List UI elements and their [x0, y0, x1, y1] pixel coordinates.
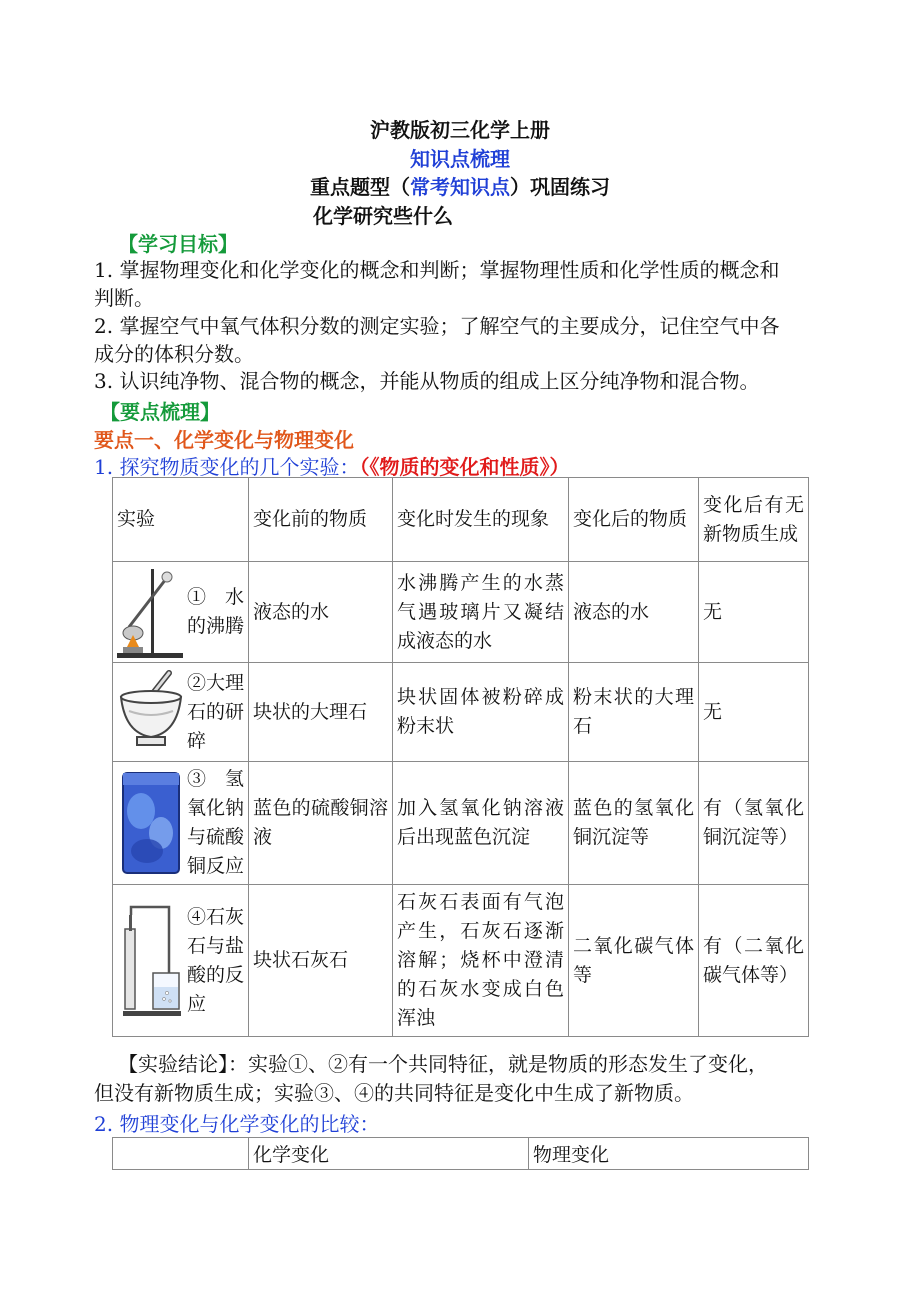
- experiment-label: ① 水的沸腾: [187, 586, 245, 637]
- goal-line-2: 判断。: [94, 286, 154, 310]
- table-row: [113, 885, 809, 1037]
- experiment-cell: [113, 663, 249, 762]
- point1-heading: 要点一、化学变化与物理变化: [94, 428, 354, 452]
- table-header-row: [113, 478, 809, 562]
- blue-test-tube-icon: [117, 771, 185, 875]
- chapter-title: 化学研究些什么: [313, 204, 453, 228]
- practice-suffix: ）巩固练习: [510, 175, 610, 199]
- experiments-reference: （《物质的变化和性质》）: [359, 455, 570, 479]
- new-substance-cell: 无: [699, 663, 809, 762]
- experiment-table: [112, 477, 809, 1037]
- before-cell: 蓝色的硫酸铜溶液: [249, 762, 393, 885]
- phenomenon-cell: 块状固体被粉碎成粉末状: [393, 663, 569, 762]
- goals-heading: 【学习目标】: [118, 232, 238, 256]
- table-row: [113, 762, 809, 885]
- header-cell: 变化后有无新物质生成: [699, 478, 809, 562]
- table-row: [113, 663, 809, 762]
- goal-line-1: 1. 掌握物理变化和化学变化的概念和判断；掌握物理性质和化学性质的概念和: [94, 258, 780, 282]
- points-heading: 【要点梳理】: [100, 400, 220, 424]
- before-cell: 液态的水: [249, 562, 393, 663]
- table-row: [113, 562, 809, 663]
- phenomenon-cell: 加入氢氧化钠溶液后出现蓝色沉淀: [393, 762, 569, 885]
- mortar-and-pestle-icon: [117, 667, 185, 757]
- comparison-header-row: [113, 1138, 809, 1170]
- experiment-cell: [113, 885, 249, 1037]
- after-cell: 液态的水: [569, 562, 699, 663]
- practice-prefix: 重点题型（: [310, 175, 410, 199]
- goal-line-5: 3. 认识纯净物、混合物的概念，并能从物质的组成上区分纯净物和混合物。: [94, 369, 760, 393]
- conclusion-line-2: 但没有新物质生成；实验③、④的共同特征是变化中生成了新物质。: [94, 1081, 694, 1105]
- after-cell: 粉末状的大理石: [569, 663, 699, 762]
- experiment-label: ③ 氢氧化钠与硫酸铜反应: [187, 768, 245, 877]
- practice-highlight: 常考知识点: [410, 175, 510, 199]
- new-substance-cell: 有（二氧化碳气体等）: [699, 885, 809, 1037]
- header-cell: 变化前的物质: [249, 478, 393, 562]
- experiment-label: ②大理石的研碎: [187, 671, 245, 752]
- comparison-table: [112, 1137, 809, 1170]
- after-cell: 二氧化碳气体等: [569, 885, 699, 1037]
- practice-heading: [0, 171, 920, 200]
- after-cell: 蓝色的氢氧化铜沉淀等: [569, 762, 699, 885]
- phenomenon-cell: 水沸腾产生的水蒸气遇玻璃片又凝结成液态的水: [393, 562, 569, 663]
- comparison-heading: 2. 物理变化与化学变化的比较：: [94, 1112, 380, 1136]
- comparison-header-cell: 物理变化: [529, 1138, 809, 1170]
- document-subtitle: 知识点梳理: [410, 147, 510, 171]
- conclusion-line-1: 【实验结论】：实验①、②有一个共同特征，就是物质的形态发生了变化，: [118, 1052, 768, 1076]
- before-cell: 块状的大理石: [249, 663, 393, 762]
- experiment-cell: [113, 762, 249, 885]
- comparison-header-cell: [113, 1138, 249, 1170]
- new-substance-cell: 有（氢氧化铜沉淀等）: [699, 762, 809, 885]
- goal-line-4: 成分的体积分数。: [94, 342, 254, 366]
- experiment-label: ④石灰石与盐酸的反应: [187, 905, 245, 1015]
- header-cell: 变化时发生的现象: [393, 478, 569, 562]
- document-title: 沪教版初三化学上册: [370, 118, 550, 142]
- experiment-cell: [113, 562, 249, 663]
- comparison-header-cell: 化学变化: [249, 1138, 529, 1170]
- experiments-heading-text: 1. 探究物质变化的几个实验：: [94, 455, 360, 479]
- new-substance-cell: 无: [699, 562, 809, 663]
- goal-line-3: 2. 掌握空气中氧气体积分数的测定实验；了解空气的主要成分，记住空气中各: [94, 314, 780, 338]
- header-cell: 实验: [113, 478, 249, 562]
- phenomenon-cell: 石灰石表面有气泡产生，石灰石逐渐溶解；烧杯中澄清的石灰水变成白色浑浊: [393, 885, 569, 1037]
- before-cell: 块状石灰石: [249, 885, 393, 1037]
- boiling-water-apparatus-icon: [117, 565, 185, 659]
- gas-generation-apparatus-icon: [117, 901, 185, 1021]
- header-cell: 变化后的物质: [569, 478, 699, 562]
- experiments-heading: [94, 451, 569, 480]
